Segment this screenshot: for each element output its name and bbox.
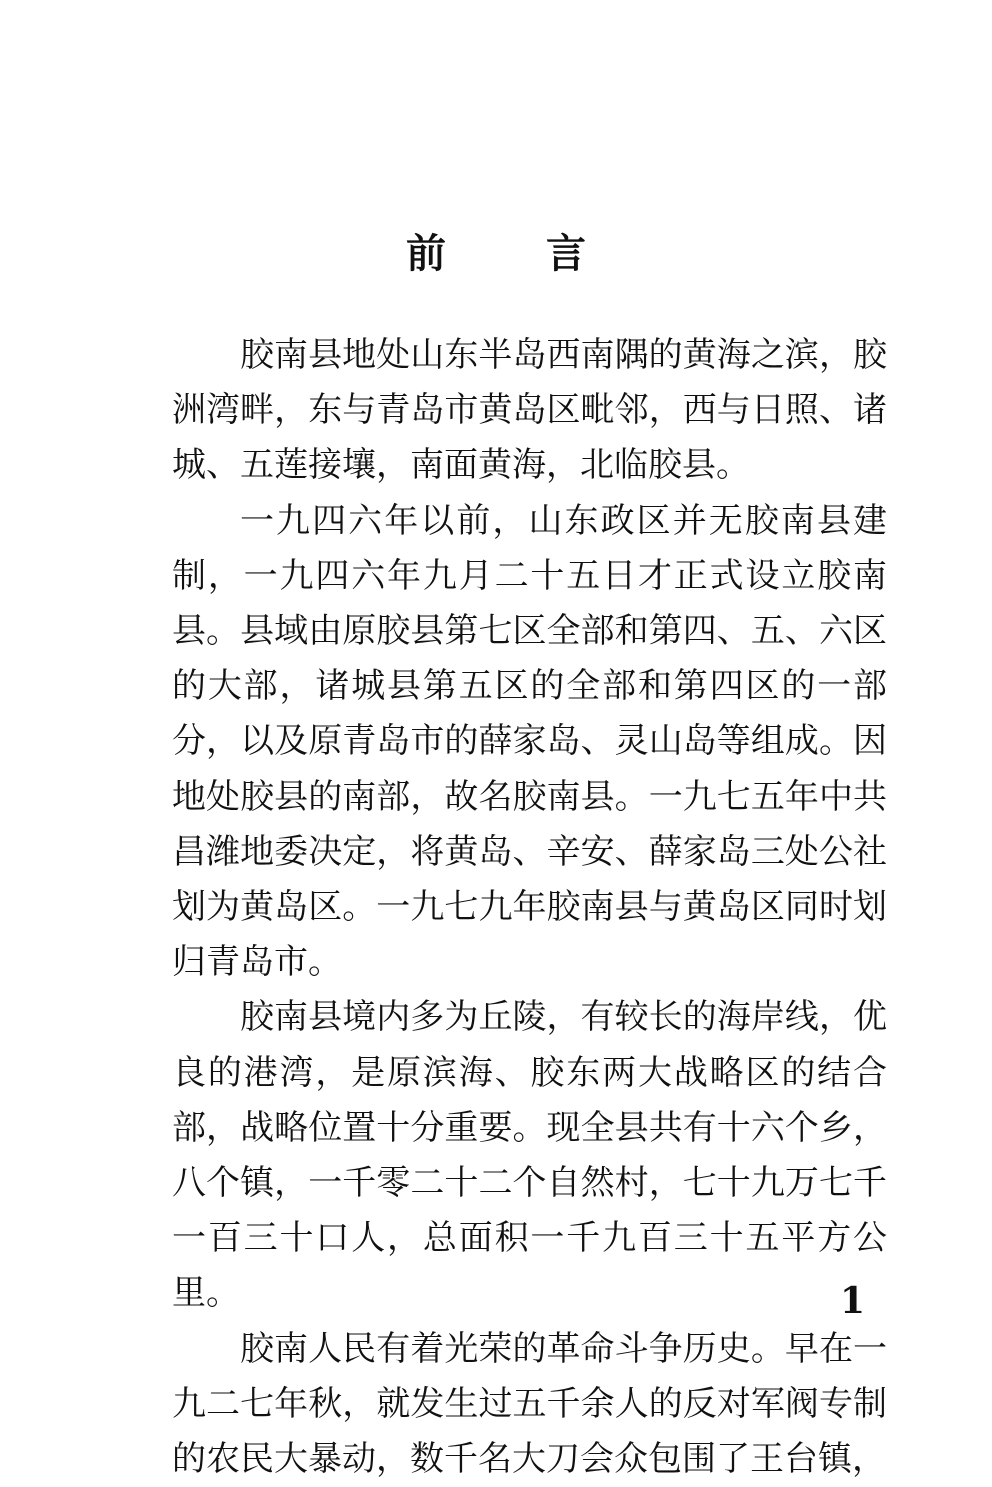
paragraph-location: 胶南县地处山东半岛西南隅的黄海之滨，胶洲湾畔，东与青岛市黄岛区毗邻，西与日照、诸城、五莲接壤，南面黄海，北临胶县。 bbox=[172, 335, 887, 486]
page-number: 1 bbox=[840, 1280, 866, 1322]
paragraph-geography: 胶南县境内多为丘陵，有较长的海岸线，优良的港湾，是原滨海、胶东两大战略区的结合部，战略位置十分重要。现全县共有十六个乡，八个镇，一千零二十二个自然村，七十九万七千一百三十口人，总面积一千九百三十五平方公里。 bbox=[172, 997, 887, 1314]
body-text bbox=[172, 328, 887, 1487]
paragraph-revolution: 胶南人民有着光荣的革命斗争历史。早在一九二七年秋，就发生过五千余人的反对军阀专制的农民大暴动，数千名大刀会众包围了王台镇， bbox=[172, 1328, 887, 1480]
paragraph-history: 一九四六年以前，山东政区并无胶南县建制，一九四六年九月二十五日才正式设立胶南县。县域由原胶县第七区全部和第四、五、六区的大部，诸城县第五区的全部和第四区的一部分，以及原青岛市的薛家岛、灵山岛等组成。因地处胶县的南部，故名胶南县。一九七五年中共昌潍地委决定，将黄岛、辛安、薛家岛三处公社划为黄岛区。一九七九年胶南县与黄岛区同时划归青岛市。 bbox=[172, 500, 887, 983]
page-title: 前言 bbox=[406, 230, 686, 277]
